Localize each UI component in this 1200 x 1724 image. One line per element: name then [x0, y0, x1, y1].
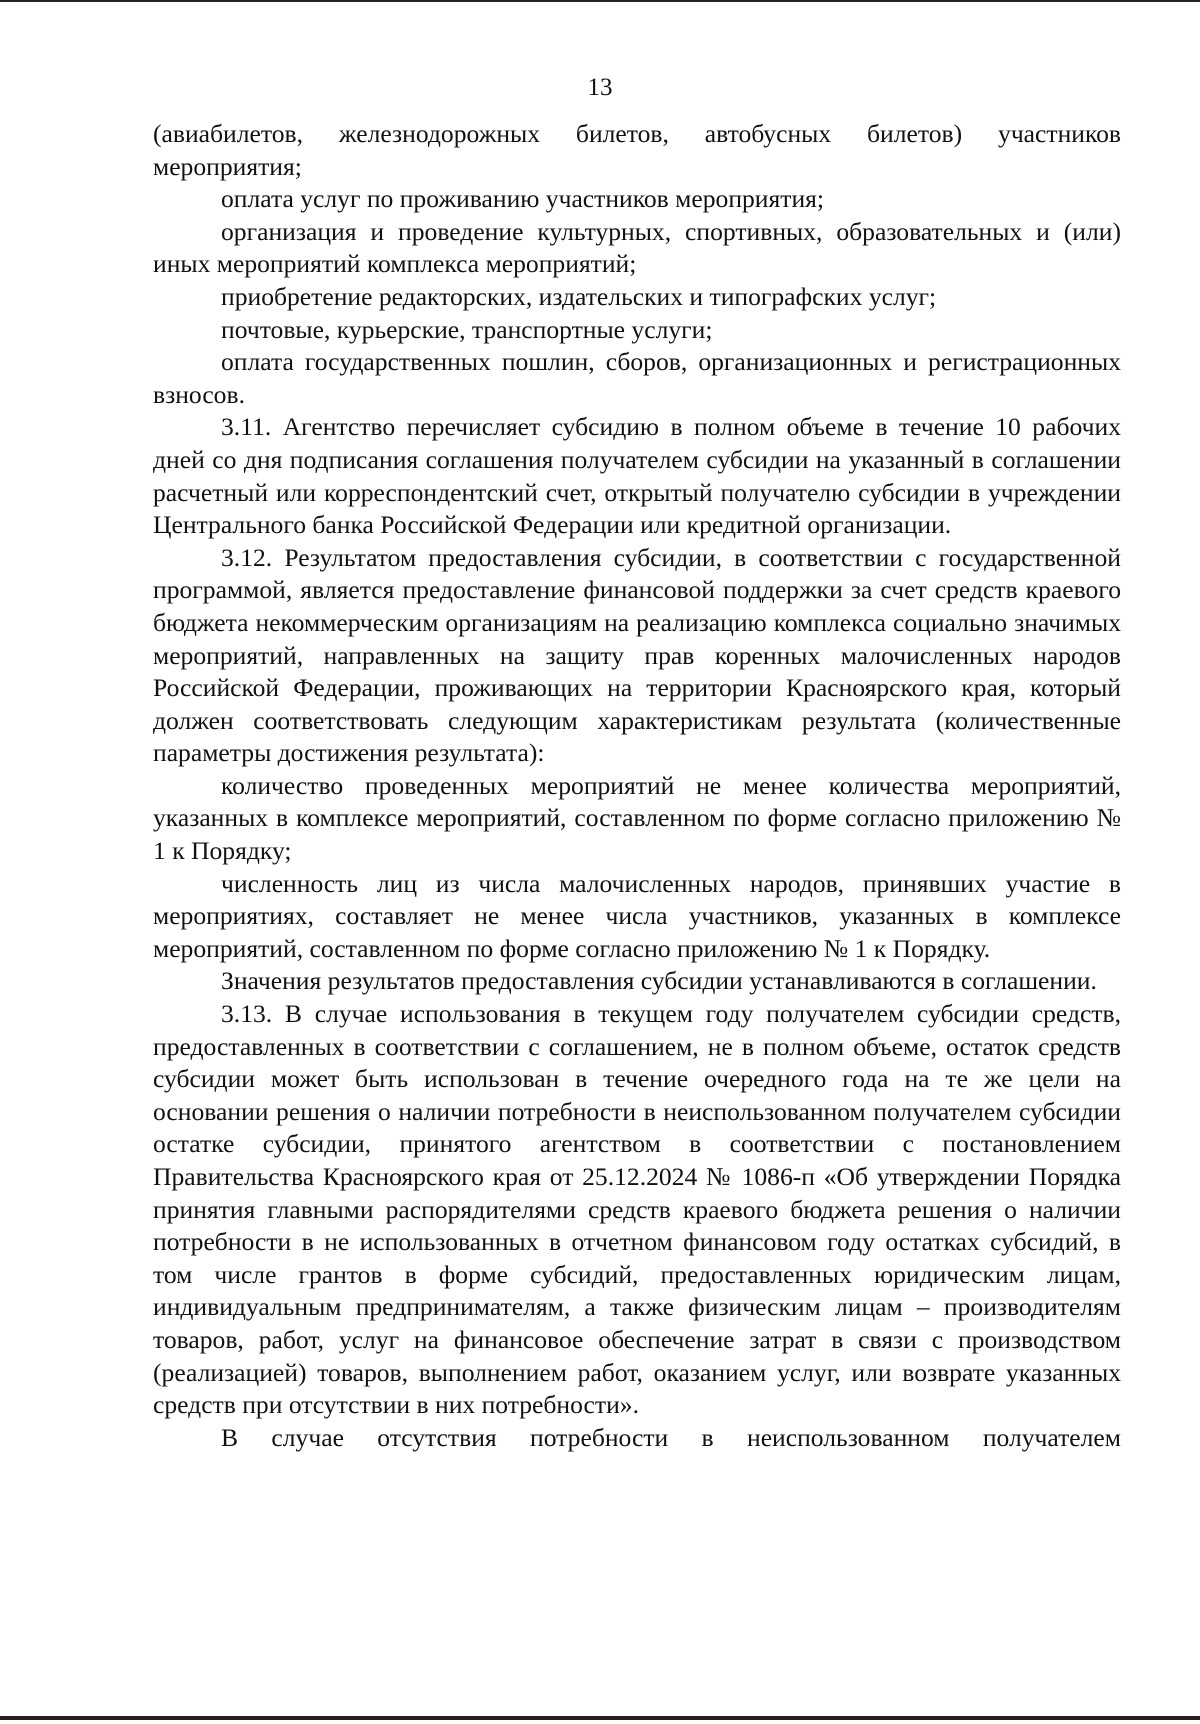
- paragraph-fees: оплата государственных пошлин, сборов, организационных и регистрационных взносов.: [153, 347, 1121, 409]
- page-number: 13: [587, 74, 613, 101]
- paragraph-travel-tickets: (авиабилетов, железнодорожных билетов, автобусных билетов) участников мероприятия;: [153, 119, 1121, 181]
- paragraph-3-12: 3.12. Результатом предоставления субсидии, в соответствии с государственной программой, является предоставление финансовой поддержки за счет средств краевого бюджета некоммерческим организациям на реализацию комплекса социально значимых мероприятий, направленных на защиту прав коренных малочисленных народов Российской Федерации, проживающих на территории Красноярского края, который должен соответствовать следующим характеристикам результата (количественные параметры достижения результата):: [153, 542, 1121, 768]
- paragraph-publishing-services: приобретение редакторских, издательских и типографских услуг;: [221, 281, 937, 311]
- document-body: [153, 118, 1121, 1454]
- paragraph-no-need-case: В случае отсутствия потребности в неиспользованном получателем: [221, 1422, 1121, 1452]
- paragraph-participants-count: численность лиц из числа малочисленных народов, принявших участие в мероприятиях, составляет не менее числа участников, указанных в комплексе мероприятий, составленном по форме согласно приложению № 1 к Порядку.: [153, 868, 1121, 963]
- bottom-border: [0, 1716, 1200, 1720]
- paragraph-events-count: количество проведенных мероприятий не менее количества мероприятий, указанных в комплексе мероприятий, составленном по форме согласно приложению № 1 к Порядку;: [153, 770, 1121, 866]
- paragraph-events-organization: организация и проведение культурных, спортивных, образовательных и (или) иных мероприятий комплекса мероприятий;: [153, 216, 1121, 279]
- paragraph-result-values: Значения результатов предоставления субсидии устанавливаются в соглашении.: [221, 966, 1097, 996]
- paragraph-postal-services: почтовые, курьерские, транспортные услуги;: [221, 314, 713, 344]
- paragraph-accommodation: оплата услуг по проживанию участников мероприятия;: [221, 184, 825, 214]
- paragraph-3-11: 3.11. Агентство перечисляет субсидию в полном объеме в течение 10 рабочих дней со дня подписания соглашения получателем субсидии на указанный в соглашении расчетный или корреспондентский счет, открытый получателю субсидии в учреждении Центрального банка Российской Федерации или кредитной организации.: [153, 412, 1121, 540]
- paragraph-3-13: 3.13. В случае использования в текущем году получателем субсидии средств, предоставленных в соответствии с соглашением, не в полном объеме, остаток средств субсидии может быть использован в течение очередного года на те же цели на основании решения о наличии потребности в неиспользованном получателем субсидии остатке субсидии, принятого агентством в соответствии с постановлением Правительства Красноярского края от 25.12.2024 № 1086-п «Об утверждении Порядка принятия главными распорядителями средств краевого бюджета решения о наличии потребности в не использованных в отчетном финансовом году остатках субсидий, в том числе грантов в форме субсидий, предоставленных юридическим лицам, индивидуальным предпринимателям, а также физическим лицам – производителям товаров, работ, услуг на финансовое обеспечение затрат в связи с производством (реализацией) товаров, выполнением работ, оказанием услуг, или возврате указанных средств при отсутствии в них потребности».: [153, 999, 1121, 1420]
